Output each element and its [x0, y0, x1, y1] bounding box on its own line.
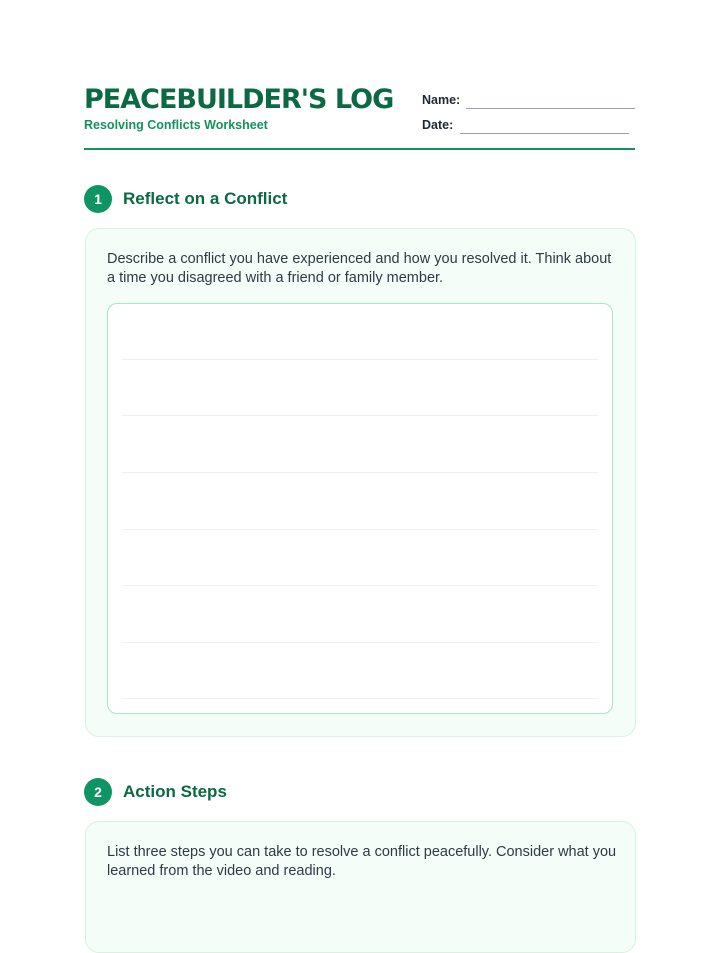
date-label: Date: — [422, 118, 454, 132]
name-label: Name: — [422, 93, 461, 107]
writing-line — [122, 642, 598, 643]
reflection-answer-box[interactable] — [107, 303, 613, 714]
writing-line — [122, 529, 598, 530]
writing-line — [122, 415, 598, 416]
writing-line — [122, 698, 598, 699]
header-divider — [84, 148, 635, 150]
writing-line — [122, 472, 598, 473]
step-2-badge: 2 — [84, 778, 112, 806]
section-1-prompt: Describe a conflict you have experienced and how you resolved it. Think about a time you disagreed with a friend or family member. — [107, 251, 612, 286]
date-field[interactable] — [460, 133, 629, 134]
section-2-prompt: List three steps you can take to resolve a conflict peacefully. Consider what you learned from the video and reading. — [107, 844, 617, 879]
writing-line — [122, 585, 598, 586]
section-2-heading: Action Steps — [123, 782, 227, 801]
worksheet-title: PEACEBUILDER'S LOG — [84, 84, 394, 115]
name-field[interactable] — [466, 108, 635, 109]
step-1-badge: 1 — [84, 185, 112, 213]
section-1-heading: Reflect on a Conflict — [123, 189, 288, 208]
section-2-card — [85, 821, 636, 953]
worksheet-subtitle: Resolving Conflicts Worksheet — [84, 118, 268, 132]
writing-line — [122, 359, 598, 360]
